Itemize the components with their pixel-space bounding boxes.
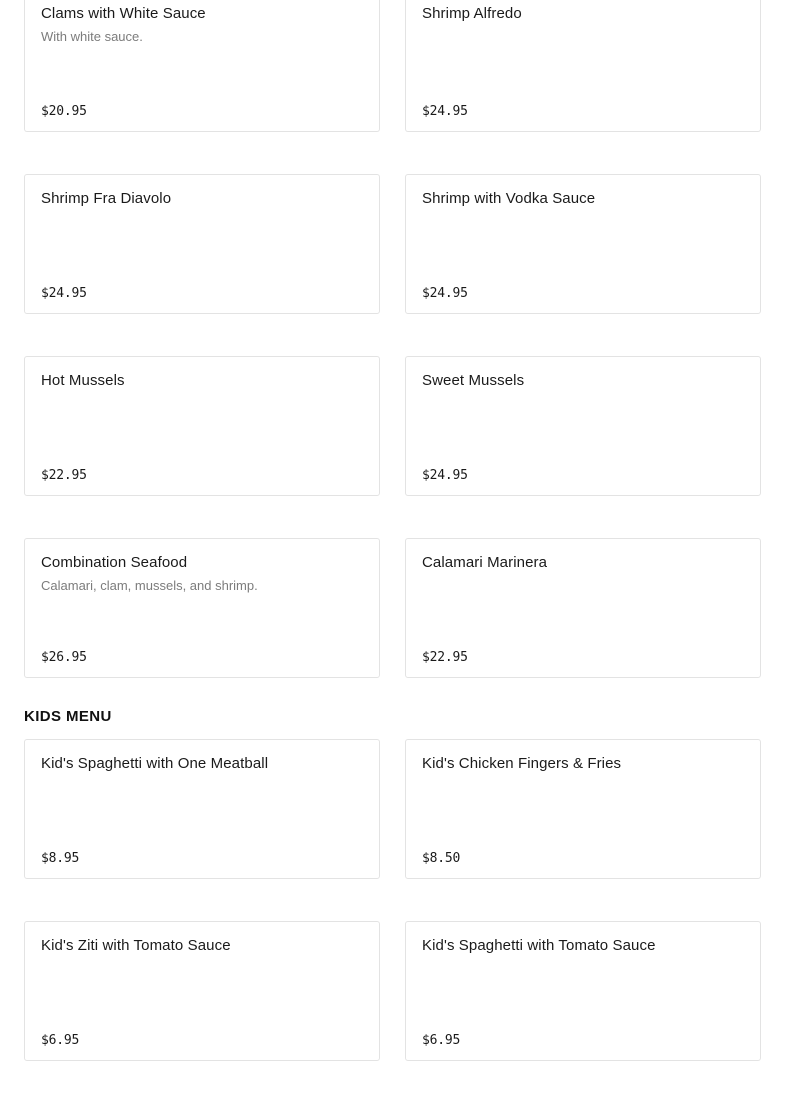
menu-item-name: Sweet Mussels	[422, 372, 525, 389]
menu-section-kids-menu	[24, 739, 761, 1061]
menu-item-name: Shrimp Fra Diavolo	[41, 190, 172, 207]
menu-item-name: Shrimp Alfredo	[422, 5, 522, 22]
menu-item-card[interactable]	[24, 538, 380, 678]
menu-item-card[interactable]	[405, 0, 761, 132]
menu-item-name: Kid's Spaghetti with Tomato Sauce	[422, 937, 656, 954]
menu-item-card[interactable]	[405, 538, 761, 678]
menu-item-price: $22.95	[41, 468, 87, 483]
menu-item-price: $24.95	[422, 104, 468, 119]
menu-item-description: Calamari, clam, mussels, and shrimp.	[41, 578, 258, 593]
menu-item-name: Calamari Marinera	[422, 554, 548, 571]
page-bottom-spacer	[24, 1061, 761, 1081]
menu-item-name: Combination Seafood	[41, 554, 188, 571]
menu-item-name: Clams with White Sauce	[41, 5, 206, 22]
menu-item-card[interactable]	[405, 739, 761, 879]
menu-item-card[interactable]	[405, 174, 761, 314]
menu-item-price: $24.95	[41, 286, 87, 301]
menu-item-description: With white sauce.	[41, 29, 143, 44]
menu-item-card[interactable]	[24, 0, 380, 132]
menu-item-card[interactable]	[405, 921, 761, 1061]
menu-section-items-continued	[24, 174, 761, 678]
menu-item-card[interactable]	[24, 921, 380, 1061]
menu-item-name: Kid's Chicken Fingers & Fries	[422, 755, 622, 772]
menu-item-price: $20.95	[41, 104, 87, 119]
menu-item-price: $24.95	[422, 286, 468, 301]
menu-item-price: $6.95	[422, 1033, 461, 1048]
menu-item-card[interactable]	[24, 174, 380, 314]
menu-item-price: $6.95	[41, 1033, 80, 1048]
menu-item-price: $26.95	[41, 650, 87, 665]
menu-item-name: Shrimp with Vodka Sauce	[422, 190, 596, 207]
menu-item-card[interactable]	[405, 356, 761, 496]
menu-item-price: $8.95	[41, 851, 80, 866]
menu-item-price: $8.50	[422, 851, 461, 866]
menu-item-card[interactable]	[24, 739, 380, 879]
menu-section-items-top	[24, 0, 761, 132]
menu-item-price: $22.95	[422, 650, 468, 665]
menu-item-price: $24.95	[422, 468, 468, 483]
menu-item-name: Hot Mussels	[41, 372, 125, 389]
menu-item-card[interactable]	[24, 356, 380, 496]
menu-item-name: Kid's Ziti with Tomato Sauce	[41, 937, 231, 954]
menu-item-name: Kid's Spaghetti with One Meatball	[41, 755, 269, 772]
section-heading-kids-menu: KIDS MENU	[24, 708, 112, 725]
